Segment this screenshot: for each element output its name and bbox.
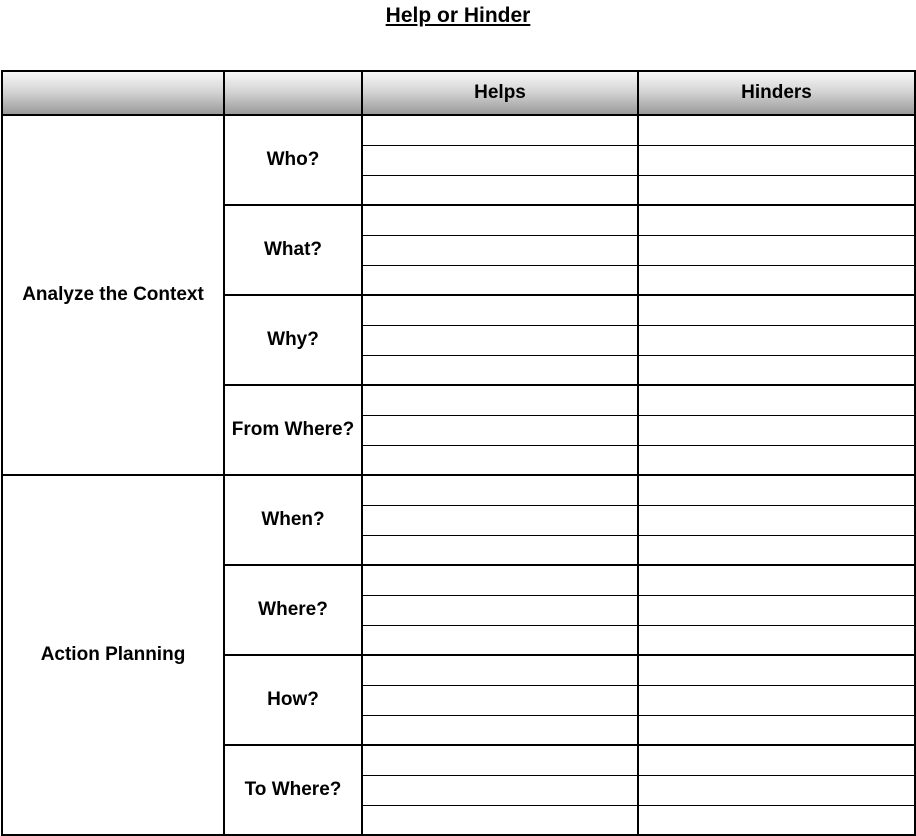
hinders-entry-cell[interactable]: [638, 595, 915, 625]
hinders-entry-cell[interactable]: [638, 475, 915, 505]
helps-entry-cell[interactable]: [362, 235, 638, 265]
header-row: [2, 71, 915, 115]
hinders-entry-cell[interactable]: [638, 805, 915, 835]
question-label: What?: [224, 205, 362, 295]
helps-entry-cell[interactable]: [362, 685, 638, 715]
helps-entry-cell[interactable]: [362, 445, 638, 475]
hinders-entry-cell[interactable]: [638, 175, 915, 205]
hinders-entry-cell[interactable]: [638, 325, 915, 355]
helps-entry-cell[interactable]: [362, 385, 638, 415]
helps-entry-cell[interactable]: [362, 355, 638, 385]
header-hinders: Hinders: [638, 71, 915, 115]
hinders-entry-cell[interactable]: [638, 295, 915, 325]
helps-entry-cell[interactable]: [362, 265, 638, 295]
helps-entry-cell[interactable]: [362, 595, 638, 625]
hinders-entry-cell[interactable]: [638, 685, 915, 715]
hinders-entry-cell[interactable]: [638, 625, 915, 655]
hinders-entry-cell[interactable]: [638, 145, 915, 175]
question-label: From Where?: [224, 385, 362, 475]
hinders-entry-cell[interactable]: [638, 655, 915, 685]
helps-entry-cell[interactable]: [362, 655, 638, 685]
hinders-entry-cell[interactable]: [638, 235, 915, 265]
hinders-entry-cell[interactable]: [638, 355, 915, 385]
helps-entry-cell[interactable]: [362, 295, 638, 325]
hinders-entry-cell[interactable]: [638, 535, 915, 565]
helps-entry-cell[interactable]: [362, 775, 638, 805]
helps-entry-cell[interactable]: [362, 745, 638, 775]
hinders-entry-cell[interactable]: [638, 445, 915, 475]
helps-entry-cell[interactable]: [362, 415, 638, 445]
helps-entry-cell[interactable]: [362, 325, 638, 355]
helps-entry-cell[interactable]: [362, 505, 638, 535]
helps-entry-cell[interactable]: [362, 205, 638, 235]
table-row: [2, 475, 915, 505]
helps-entry-cell[interactable]: [362, 175, 638, 205]
question-label: Why?: [224, 295, 362, 385]
helps-entry-cell[interactable]: [362, 115, 638, 145]
hinders-entry-cell[interactable]: [638, 415, 915, 445]
helps-entry-cell[interactable]: [362, 475, 638, 505]
helps-entry-cell[interactable]: [362, 565, 638, 595]
question-label: To Where?: [224, 745, 362, 835]
question-label: Who?: [224, 115, 362, 205]
help-hinder-table: [1, 70, 916, 836]
hinders-entry-cell[interactable]: [638, 745, 915, 775]
helps-entry-cell[interactable]: [362, 715, 638, 745]
header-helps: Helps: [362, 71, 638, 115]
section-label: Action Planning: [2, 475, 224, 835]
hinders-entry-cell[interactable]: [638, 715, 915, 745]
helps-entry-cell[interactable]: [362, 805, 638, 835]
question-label: How?: [224, 655, 362, 745]
helps-entry-cell[interactable]: [362, 535, 638, 565]
helps-entry-cell[interactable]: [362, 625, 638, 655]
header-blank-cell: [224, 71, 362, 115]
table-row: [2, 115, 915, 145]
hinders-entry-cell[interactable]: [638, 505, 915, 535]
question-label: Where?: [224, 565, 362, 655]
helps-entry-cell[interactable]: [362, 145, 638, 175]
hinders-entry-cell[interactable]: [638, 205, 915, 235]
section-label: Analyze the Context: [2, 115, 224, 475]
hinders-entry-cell[interactable]: [638, 565, 915, 595]
header-blank-cell: [2, 71, 224, 115]
hinders-entry-cell[interactable]: [638, 115, 915, 145]
hinders-entry-cell[interactable]: [638, 775, 915, 805]
page-title: Help or Hinder: [385, 4, 531, 27]
question-label: When?: [224, 475, 362, 565]
hinders-entry-cell[interactable]: [638, 385, 915, 415]
hinders-entry-cell[interactable]: [638, 265, 915, 295]
